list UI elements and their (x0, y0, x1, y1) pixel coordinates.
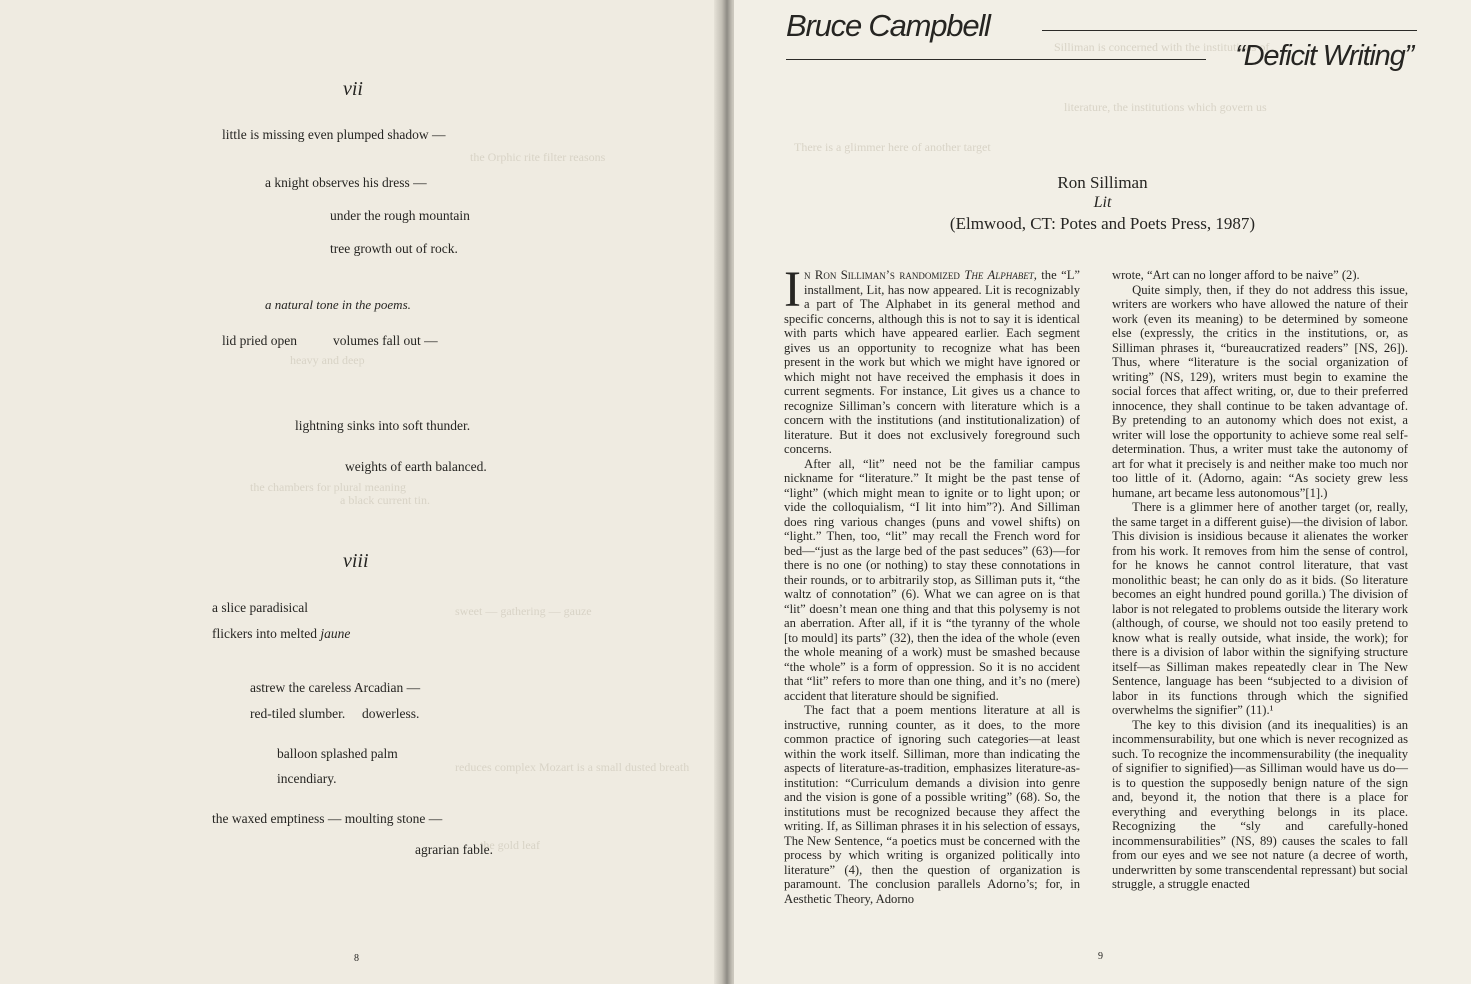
show-through-text: Silliman is concerned with the institutions of (1054, 40, 1270, 54)
poem-line: incendiary. (277, 771, 337, 786)
poem-line: tree growth out of rock. (330, 241, 458, 256)
text-column-1 (784, 262, 1080, 906)
book-reference: The Alphabet, (964, 268, 1037, 282)
show-through-text: the gold leaf (480, 838, 540, 852)
show-through-text: literature, the institutions which govern us (1064, 100, 1267, 114)
poem-line (212, 626, 350, 642)
show-through-text: the chambers for plural meaning (250, 480, 406, 494)
paragraph: After all, “lit” need not be the familiar campus nickname for “literature.” It might be the past tense of “light” (which might mean to ignite or to light upon; or vide the colloquialism, “I lit into him”?). And Silliman does ring various changes (puns and vowel shifts) on “light.” Then, too, “lit” may recall the French word for bed—“just as the large bed of the past seduces” (63)—for there is no one (or nothing) to stay these connotations in their rounds, or to arbitrarily stop, as Silliman puts it, “the waltz of connotation” (6). What we can agree on is that “lit” doesn’t mean one thing and that this polysemy is not an aberration. After all, if it is “the tyranny of the whole [to mould] its parts” (32), then the idea of the whole (even the whole meaning of a work) must be smashed because “the whole” is a form of oppression. So it is no accident that “lit” refers to more than one thing, and it’s no (mere) accident that literature should be signified. (784, 456, 1080, 703)
poem-line: agrarian fable. (415, 842, 493, 857)
poem-line: lightning sinks into soft thunder. (295, 418, 471, 433)
paragraph (784, 262, 1080, 457)
show-through-text: sweet — gathering — gauze (455, 604, 592, 618)
reviewed-book-author: Ron Silliman (1057, 173, 1148, 192)
paragraph: There is a glimmer here of another target (or, really, the same target in a different guise)—the division of labor. This division is insidious because it alienates the worker from his work. It removes from him the sense of control, for he knows he cannot control literature, that vast monolithic beast; he can only do as it bids. (So literature becomes an eight hundred pound gorilla.) The division of labor is not relegated to problems outside the literary work (although, of course, we should not too easily pretend to know what is really outside, what inside, the work); for there is a division of labor within the signifying structure itself—as Silliman makes repeatedly clear in The New Sentence, language has been “subjected to a division of labor in its functions through which the signified overwhelms the signifier” (11).¹ (1112, 500, 1408, 717)
page-number: 9 (1098, 951, 1103, 962)
right-page (734, 0, 1471, 984)
small-caps-opening: n Ron Silliman’s randomized (803, 268, 960, 282)
reviewed-book-publication: (Elmwood, CT: Potes and Poets Press, 1987) (949, 214, 1256, 233)
paragraph: wrote, “Art can no longer afford to be naive” (2). (1112, 268, 1360, 282)
poem-word-jaune: jaune (320, 626, 351, 641)
poem-line: a slice paradisical (212, 600, 308, 615)
header-rule (786, 59, 1206, 60)
left-page (0, 0, 722, 984)
poem-line: balloon splashed palm (277, 746, 398, 761)
show-through-text: a black current tin. (340, 493, 430, 507)
article-title: “Deficit Writing” (1235, 40, 1413, 72)
poem-line: little is missing even plumped shadow — (222, 127, 446, 142)
poem-line: weights of earth balanced. (345, 459, 487, 474)
paragraph: Quite simply, then, if they do not address this issue, writers are workers who have allowed the nature of their work (even its meaning) to be determined by someone else (expressly, the critics in the institutions, or, as Silliman phrases it, “bureaucratized readers” [NS, 26]). Thus, where “literature is the social organization of writing” (NS, 129), writers must begin to examine the social forces that affect writing, or, due to their preferred innocence, they shall continue to be taken advantage of. By pretending to an autonomy which does not exist, a writer will lose the opportunity to achieve some real self-determination. Thus, a writer must take the autonomy of art for what it precisely is and neither make too much nor too little of it. (Adorno, again: “As society grew less humane, art became less autonomous”[1].) (1112, 282, 1408, 500)
article-author: Bruce Campbell (786, 8, 990, 43)
show-through-text: heavy and deep (290, 353, 365, 367)
poem-line: astrew the careless Arcadian — (250, 680, 421, 695)
show-through-text: the Orphic rite filter reasons (470, 150, 606, 164)
poem-line: red-tiled slumber. (250, 706, 346, 721)
text-column-2 (1112, 268, 1408, 892)
show-through-text: reduces complex Mozart is a small dusted breath (455, 760, 690, 774)
poem-line: lid pried open (222, 333, 297, 348)
paragraph-text: the “L” installment, Lit, has now appeared. Lit is recognizably a part of The Alphabet in its general method and specific concerns, although this is not to say it is identical with parts which have appeared earlier. Each segment gives us an opportunity to recognize what has been present in the work but which we might have ignored or which might not have received the emphasis it does in current segments. For instance, Lit gives us a chance to recognize Silliman’s concern with literature which is a concern with the institutions (and institutionalization) of literature. But it does not exclusively foreground such concerns. (784, 268, 1080, 456)
paragraph: The fact that a poem mentions literature at all is instructive, running counter, as it does, to the more common practice of ignoring such categories—at least within the work itself. Silliman, more than indicating the aspects of literature-as-tradition, emphasizes literature-as-institution: “Curriculum demands a division into genre and the vision is gone of a possible writing” (68). So, the institutions must be recognized because they affect the writing. If, as Silliman phrases it in his selection of essays, The New Sentence, “a poetics must be concerned with the process by which writing is organized politically into literature” (4), then the question of organization is paramount. The conclusion parallels Adorno’s; for, in Aesthetic Theory, Adorno (784, 703, 1080, 906)
poem-line: a natural tone in the poems. (265, 297, 411, 312)
poem-line-text: flickers into melted (212, 626, 317, 641)
paragraph: The key to this division (and its inequalities) is an incommensurability, but one which is never recognized as such. To recognize the incommensurability (the inequality of signifier to signified)—as Silliman would have us do—is to question the supposedly benign nature of the sign and, beyond it, the notion that there is a place for everything and everything belongs in its place. Recognizing the “sly and carefully-honed incommensurabilities” (NS, 89) causes the scales to fall from our eyes and we see not nature (a decree of worth, underwritten by some transcendental repressant) but social struggle, a struggle enacted (1112, 717, 1408, 891)
header-rule (1042, 30, 1417, 31)
poem-line: the waxed emptiness — moulting stone — (212, 811, 443, 826)
page-number: 8 (354, 953, 359, 964)
poem-line: dowerless. (362, 706, 420, 721)
poem-line: a knight observes his dress — (265, 175, 427, 190)
drop-cap: I (784, 262, 801, 318)
section-number-viii: viii (343, 550, 369, 572)
section-number-vii: vii (343, 78, 363, 100)
show-through-text: There is a glimmer here of another target (794, 140, 991, 154)
poem-line: under the rough mountain (330, 208, 470, 223)
poem-line: volumes fall out — (333, 333, 438, 348)
reviewed-book-title: Lit (1093, 194, 1112, 211)
